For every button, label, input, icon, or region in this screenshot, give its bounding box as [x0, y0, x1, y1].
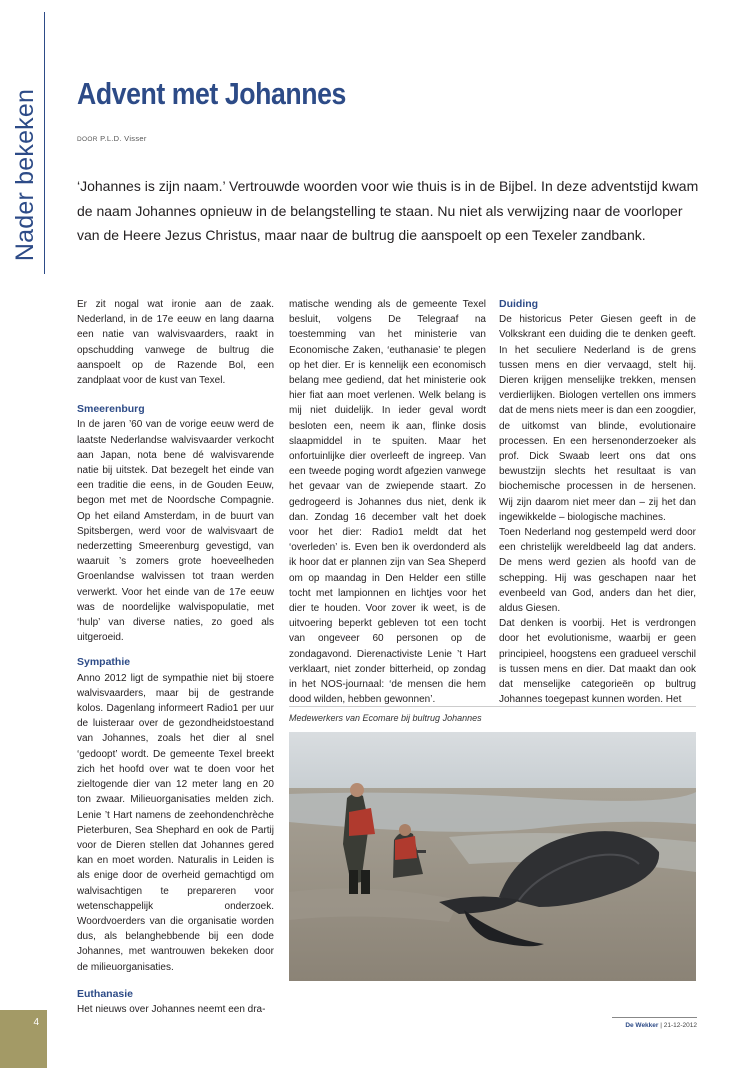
footer-date: 21-12-2012 — [663, 1022, 697, 1029]
column-1 — [77, 297, 274, 1017]
byline-author: P.L.D. Visser — [100, 134, 147, 143]
article-title: Advent met Johannes — [77, 76, 346, 111]
paragraph: matische wending als de gemeente Texel besluit, volgens De Telegraaf na toestemming van het ministerie van Economische Zaken, ‘euthanasie’ te plegen op het dier. Er is kennelijk een economisch belang mee gediend, dat het ministerie ook hier fiat aan moet verlenen. Welk belang is mij niet duidelijk. In ieder geval wordt besloten een, neem ik aan, flinke dosis slaapmiddel in te spuiten. Maar het onfortuinlijke dier overleeft de ingreep. Van een tweede poging wordt afgezien vanwege het gevaar van de zwiepende staart. Zo gedrogeerd is Johannes dus niet, denk ik dan. Zondag 16 december valt het doek voor het dier: Radio1 meldt dat het ‘overleden’ is. Even ben ik overdonderd als ik hoor dat er plannen zijn van Sea Sheperd om op maandag in Den Helder een stille tocht met lampionnen en lichtjes voor het dier te houden. Voor zover ik weet, is de uitvoering beperkt gebleven tot een tocht van ongeveer 60 personen op de zondagavond. Dierenactiviste Lenie ’t Hart verklaart, niet zonder bitterheid, op zondag in het NOS-journaal: ‘de mensen die hem dood wilden, hebben gewonnen’. — [289, 299, 486, 706]
section-rule — [44, 12, 45, 274]
subheading-sympathie: Sympathie — [77, 656, 131, 669]
footer-separator: | — [658, 1022, 664, 1029]
footer-magazine: De Wekker — [625, 1022, 659, 1029]
paragraph: In de jaren ’60 van de vorige eeuw werd de laatste Nederlandse walvisvaarder verkocht aan Japan, nota bene dé walvisvarende natie bij uitstek. Dat bezegelt het einde van een traditie die eens, in de Gouden Eeuw, begon met met de Noordsche Compagnie. Op het eiland Amsterdam, in de buurt van Spitsbergen, werd voor de walvisvaart de nederzetting Smeerenburg gevestigd, van waaruit ’s zomers grote hoeveelheden Groenlandse walvissen tot traan werden verwerkt. Voor het einde van de 17e eeuw was de noordelijke walvispopulatie, met ‘hulp’ van diverse naties, zo goed als uitgeroeid. — [77, 419, 274, 644]
paragraph: De historicus Peter Giesen geeft in de Volkskrant een duiding die te denken geeft. In het seculiere Nederland is de grens tussen mens en dier vervaagd, stelt hij. Dieren krijgen menselijke trekken, mensen verdierlijken. Biologen vertellen ons immers dat de mens niets meer is dan een zoogdier, de uitkomst van blinde, evolutionaire processen. En een hersenonderzoeker als prof. Dick Swaab leert ons dat ons bewustzijn slechts het resultaat is van biochemische processen in de hersenen. Wij zijn daarom niet meer dan – zij het dan ingewikkelde – biologische machines. — [499, 314, 696, 523]
subheading-duiding: Duiding — [499, 298, 539, 310]
photo-caption: Medewerkers van Ecomare bij bultrug Johannes — [289, 713, 482, 723]
footer-rule — [612, 1017, 697, 1018]
paragraph: Het nieuws over Johannes neemt een dra- — [77, 1003, 266, 1015]
paragraph: Toen Nederland nog gestempeld werd door een christelijk wereldbeeld lag dat anders. De mens werd gezien als hoofd van de schepping. Hij was geschapen naar het evenbeeld van God, anders dan het dier, aldus Giesen. — [499, 527, 696, 615]
byline — [77, 134, 147, 143]
paragraph: Dat denken is voorbij. Het is verdrongen door het evolutionisme, waarbij er geen principieel, hoogstens een gradueel verschil is tussen mens en dier. Dat maakt dan ook dat menselijke categorieën op bultrug Johannes toegepast kunnen worden. Het — [499, 618, 696, 706]
column-2 — [289, 297, 486, 707]
subheading-euthanasie: Euthanasie — [77, 987, 134, 1000]
paragraph: Anno 2012 ligt de sympathie niet bij stoere walvisvaarders, maar bij de gestrande kolos. Dagenlang informeert Radio1 per uur de luisteraar over de gezondheidstoestand van Johannes, zoals het dier al snel ‘gedoopt’ wordt. De gemeente Texel breekt zich het hoofd over wat te doen voor het zieltogende dier van 12 meter lang en 20 ton zwaar. Milieuorganisaties melden zich. Lenie ’t Hart namens de zeehondenchrèche Pieterburen, Sea Shephard en ook de Partij voor de Dieren stellen dat Johannes gered kan en moet worden. Naturalis in Leiden is als enige door de overheid gemachtigd om walvisachtigen te prepareren voor wetenschappelijk onderzoek. Woordvoerders van die organisatie worden dus, als belanghebbende bij een dode Johannes, met wantrouwen bekeken door de milieuorganisaties. — [77, 672, 274, 973]
footer — [600, 1022, 697, 1029]
byline-prefix: DOOR — [77, 136, 98, 143]
whale-photo — [289, 732, 696, 981]
caption-rule — [289, 706, 696, 707]
column-3 — [499, 297, 696, 707]
section-label: Nader bekeken — [11, 88, 39, 262]
intro-paragraph: ‘Johannes is zijn naam.’ Vertrouwde woorden voor wie thuis is in de Bijbel. In deze adventstijd kwam de naam Johannes opnieuw in de belangstelling te staan. Nu niet als verwijzing naar de voorloper van de Heere Jezus Christus, maar naar de bultrug die aanspoelt op een Texeler zandbank. — [77, 178, 699, 243]
paragraph: Er zit nogal wat ironie aan de zaak. Nederland, in de 17e eeuw en lang daarna een natie van walvisvaarders, raakt in opschudding vanwege de bultrug die aanspoelt op de Razende Bol, een zandplaat voor de kust van Texel. — [77, 299, 274, 387]
subheading-smeerenburg: Smeerenburg — [77, 403, 145, 416]
page-number: 4 — [33, 1017, 39, 1028]
